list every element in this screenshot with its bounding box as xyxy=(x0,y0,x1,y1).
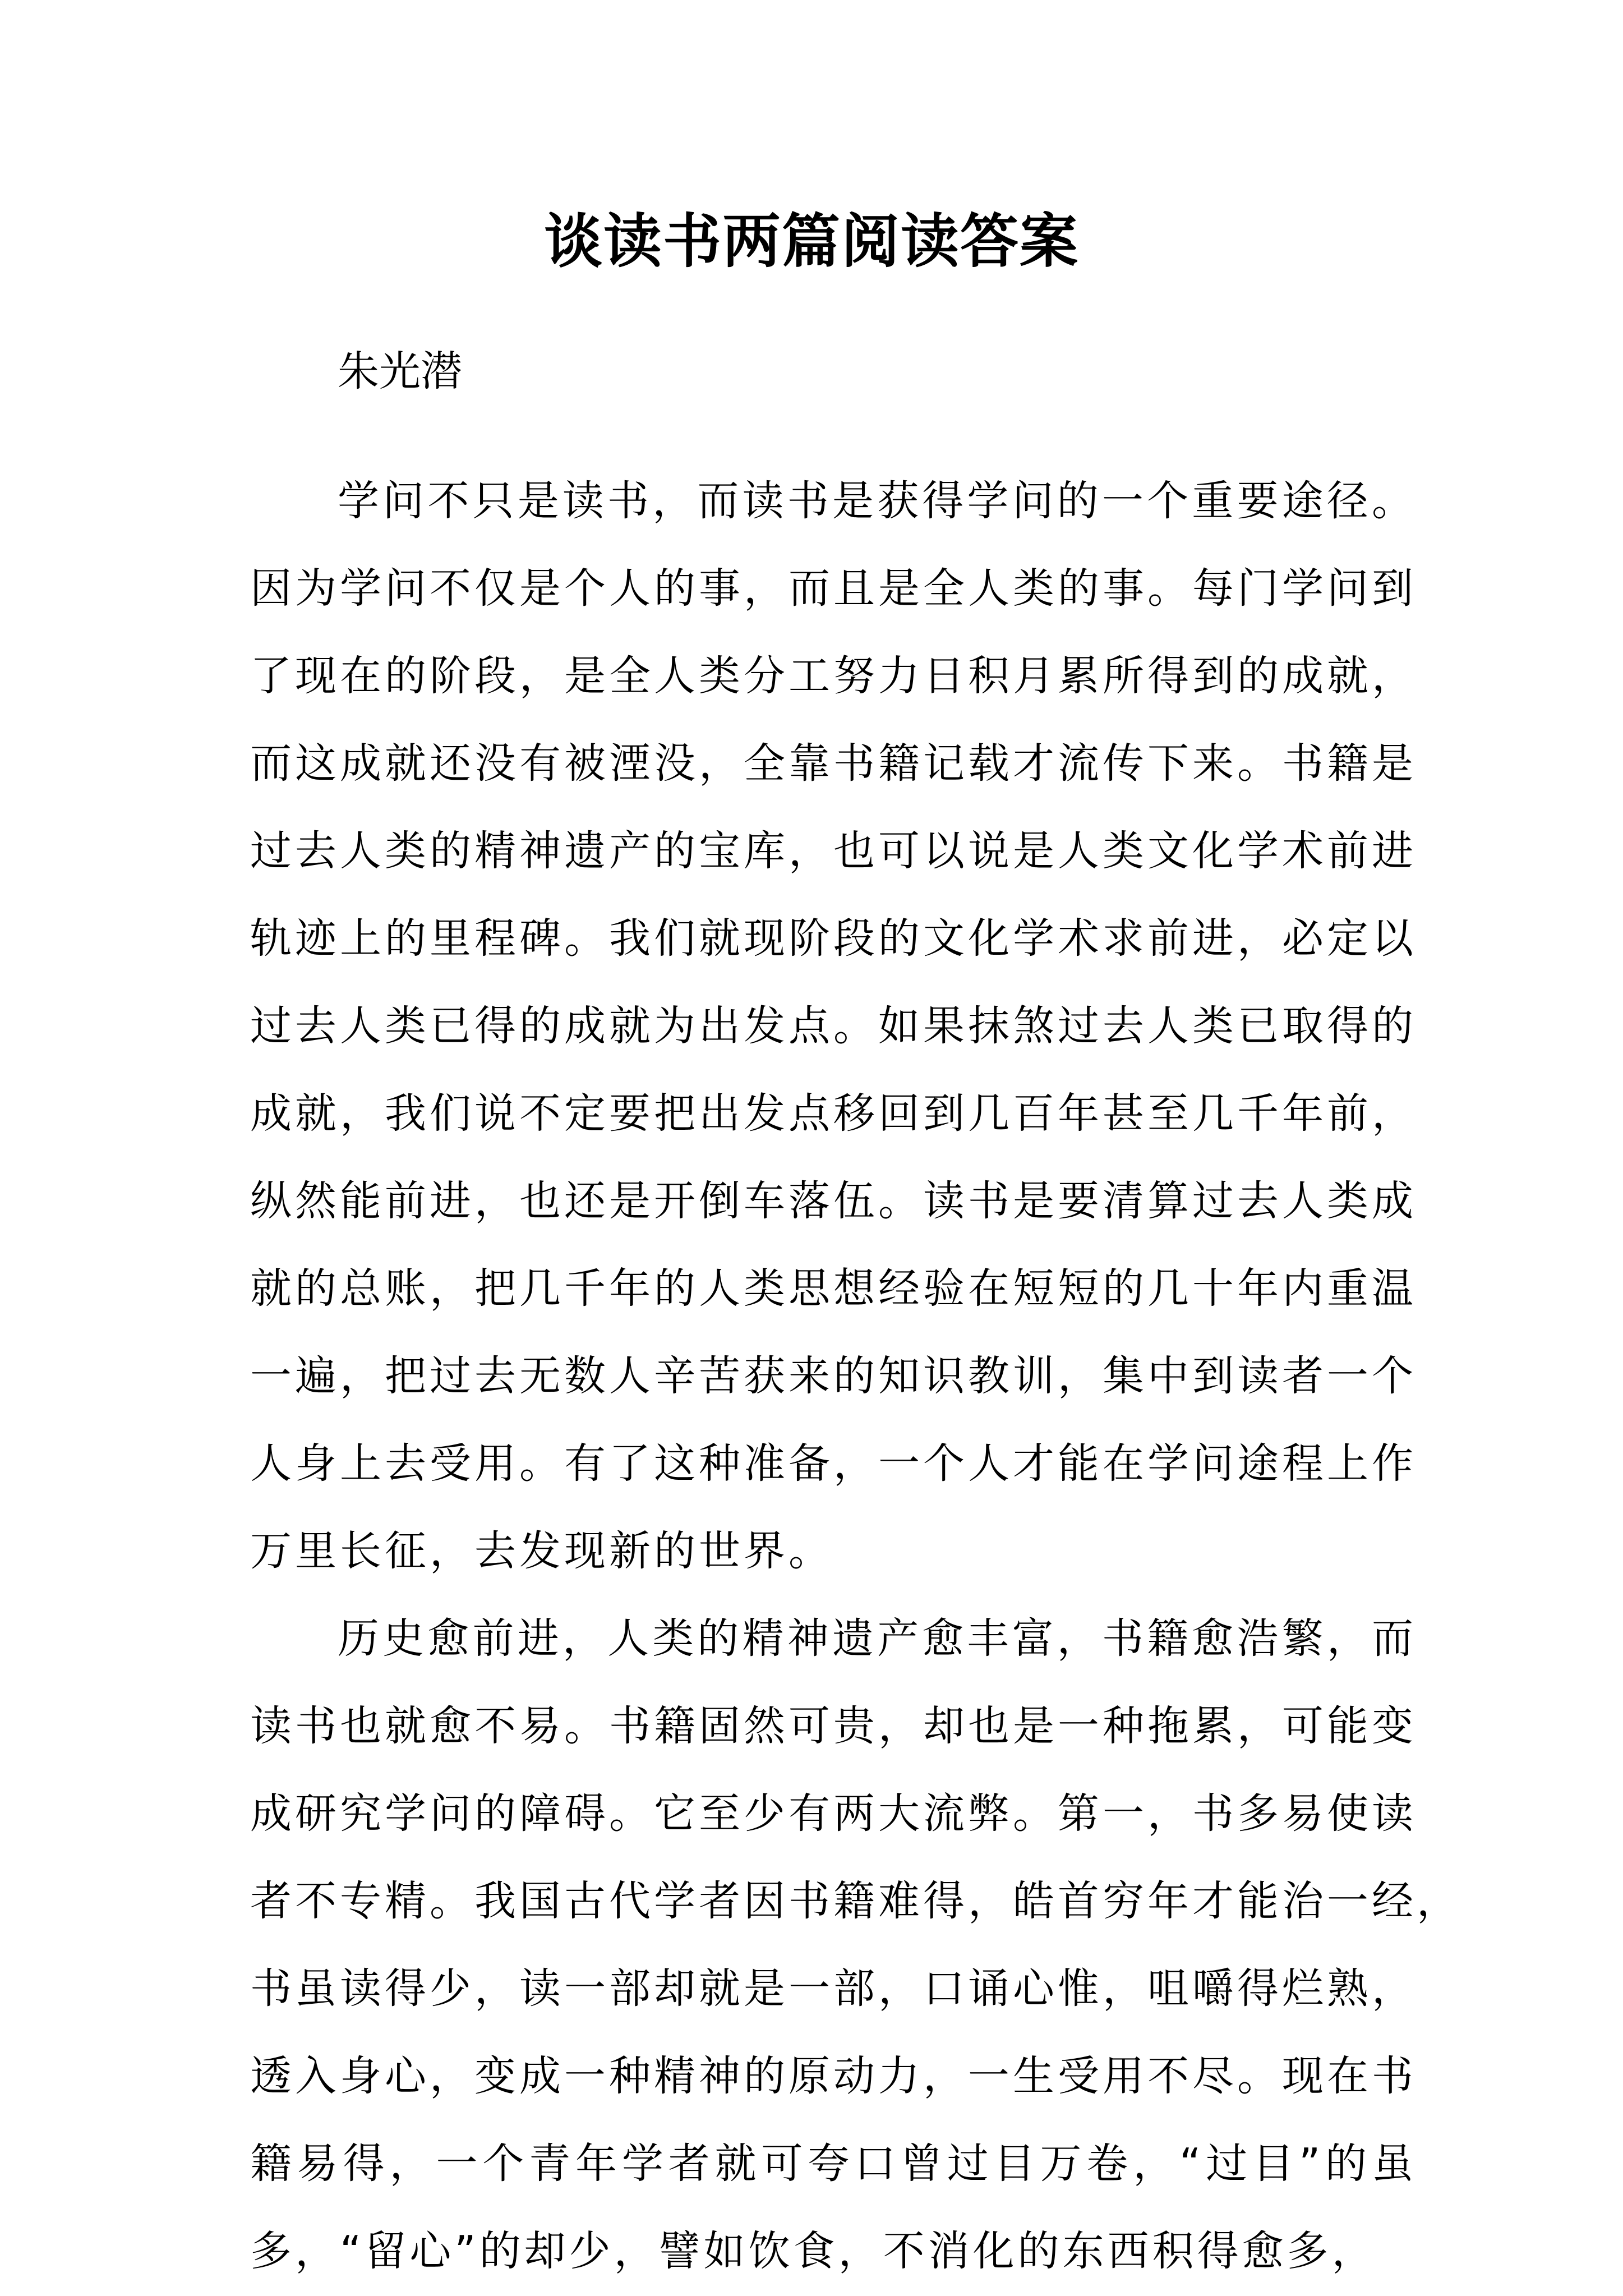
text-line: 读书也就愈不易。书籍固然可贵，却也是一种拖累，可能变 xyxy=(250,1702,1417,1750)
text-line: 过去人类已得的成就为出发点。如果抹煞过去人类已取得的 xyxy=(250,1002,1417,1050)
text-line: 轨迹上的里程碑。我们就现阶段的文化学术求前进，必定以 xyxy=(250,914,1417,963)
text-line: 多，“留心”的却少，譬如饮食，不消化的东西积得愈多， xyxy=(250,2227,1377,2275)
text-line: 籍易得，一个青年学者就可夸口曾过目万卷，“过目”的虽 xyxy=(250,2139,1417,2188)
text-line: 透入身心，变成一种精神的原动力，一生受用不尽。现在书 xyxy=(250,2052,1417,2100)
text-line: 历史愈前进，人类的精神遗产愈丰富，书籍愈浩繁，而 xyxy=(338,1614,1417,1663)
text-line: 就的总账，把几千年的人类思想经验在短短的几十年内重温 xyxy=(250,1264,1417,1313)
text-line: 者不专精。我国古代学者因书籍难得，皓首穷年才能治一经， xyxy=(250,1877,1461,1925)
author-name: 朱光潜 xyxy=(338,347,462,395)
text-line: 一遍，把过去无数人辛苦获来的知识教训，集中到读者一个 xyxy=(250,1352,1417,1400)
text-line: 书虽读得少，读一部却就是一部，口诵心惟，咀嚼得烂熟， xyxy=(250,1964,1417,2013)
text-line: 了现在的阶段，是全人类分工努力日积月累所得到的成就， xyxy=(250,652,1417,700)
text-line: 过去人类的精神遗产的宝库，也可以说是人类文化学术前进 xyxy=(250,827,1417,875)
paragraph xyxy=(250,457,1417,1595)
text-line: 纵然能前进，也还是开倒车落伍。读书是要清算过去人类成 xyxy=(250,1177,1417,1225)
article-body xyxy=(250,457,1461,2295)
text-line: 而这成就还没有被湮没，全靠书籍记载才流传下来。书籍是 xyxy=(250,739,1417,788)
text-line: 人身上去受用。有了这种准备，一个人才能在学问途程上作 xyxy=(250,1439,1417,1488)
document-title: 谈读书两篇阅读答案 xyxy=(543,206,1079,275)
text-line: 成研究学问的障碍。它至少有两大流弊。第一，书多易使读 xyxy=(250,1789,1417,1838)
text-line: 因为学问不仅是个人的事，而且是全人类的事。每门学问到 xyxy=(250,564,1417,613)
text-line: 学问不只是读书，而读书是获得学问的一个重要途径。 xyxy=(338,477,1417,525)
paragraph xyxy=(250,1595,1461,2295)
text-line: 成就，我们说不定要把出发点移回到几百年甚至几千年前， xyxy=(250,1089,1417,1138)
text-line: 万里长征，去发现新的世界。 xyxy=(250,1527,833,1575)
